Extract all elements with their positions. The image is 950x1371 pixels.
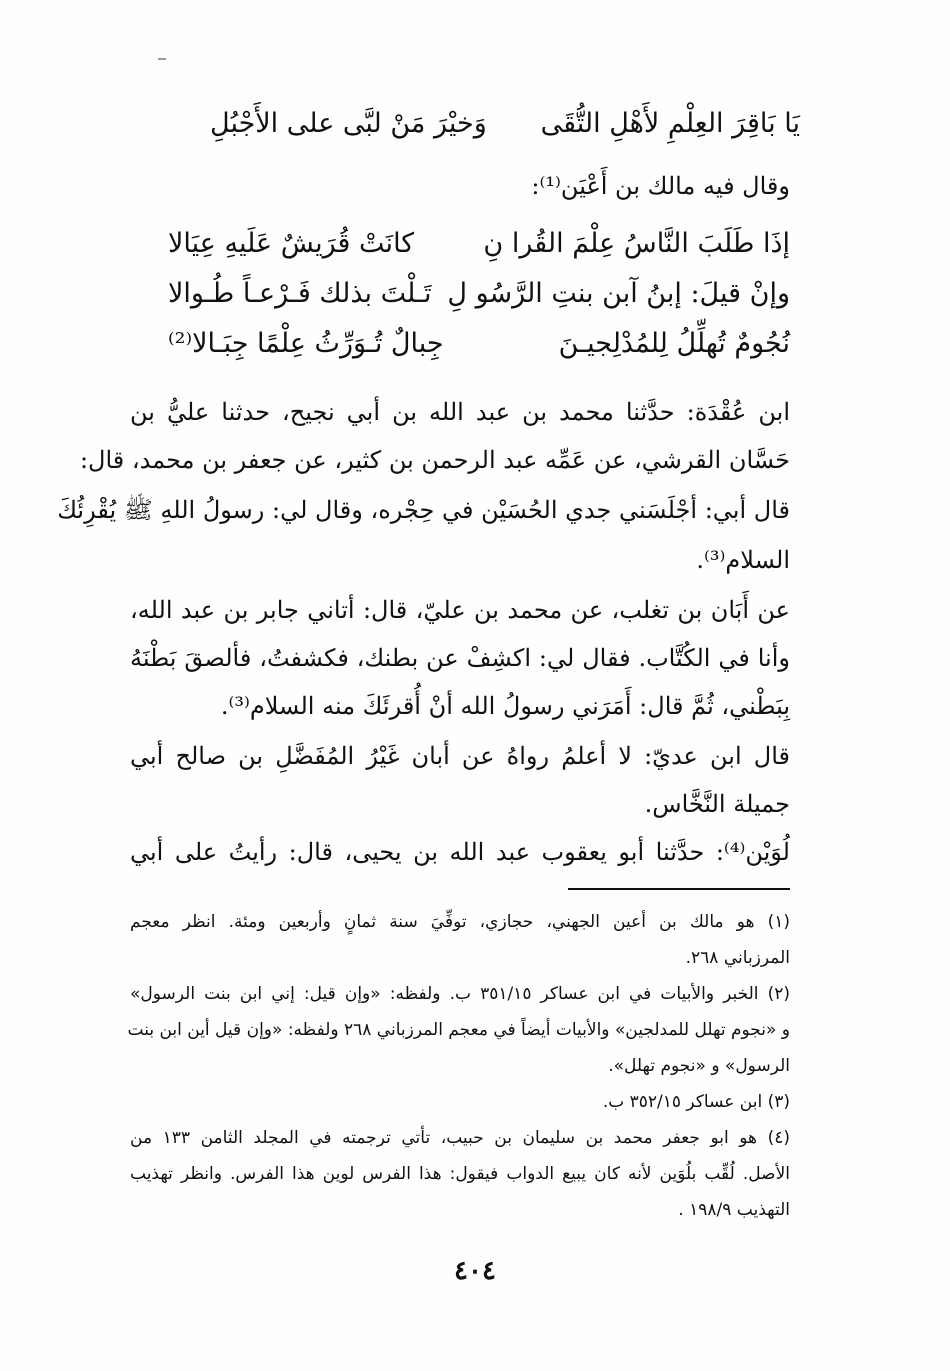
paragraph-1-line-2: حَسَّان القرشي، عن عَمِّه عبد الرحمن بن كثير، عن جعفر بن محمد، قال: — [79, 446, 790, 474]
verse-line-2 — [150, 268, 800, 320]
footnote-4-line-3: التهذيب ١٩٨/٩ . — [678, 1200, 790, 1220]
verse-hemistich-first: وإنْ قيلَ: إبنُ آبن بنتِ الرَّسُو لِ — [447, 278, 790, 309]
verse-hemistich-second: جِبالٌ تُـوَرِّثُ عِلْمًا جِبَـالا⁽²⁾ — [168, 328, 444, 359]
scan-mark — [158, 58, 166, 60]
paragraph-2-line-3: بِبَطْني، ثُمَّ قال: أَمَرَني رسولُ الله أنْ أُقرئَكَ منه السلام⁽³⁾. — [220, 692, 790, 720]
footnote-1-line-2: المرزباني ٢٦٨. — [685, 948, 790, 968]
verse-hemistich-first: نُجُومٌ تُهلِّلُ لِلمُدْلِجيـنَ — [558, 328, 790, 359]
footnote-2-line-1: (٢) الخبر والأبيات في ابن عساكر ٣٥١/١٥ ب. ولفظه: «وإن قيل: إني ابن بنت الرسول» — [130, 984, 790, 1004]
verse-hemistich-second: كانَتْ قُرَيشٌ عَلَيهِ عِيَالا — [168, 228, 415, 259]
footnote-3-line-1: (٣) ابن عساكر ٣٥٢/١٥ ب. — [602, 1092, 790, 1112]
paragraph-4-line-1: لُوَيْن⁽⁴⁾: حدَّثنا أبو يعقوب عبد الله بن يحيى، قال: رأيتُ على أبي — [130, 838, 790, 866]
paragraph-2-line-2: وأنا في الكُتَّاب. فقال لي: اكشِفْ عن بطنك، فكشفتُ، فألصقَ بَطْنَهُ — [130, 644, 790, 672]
footnote-1-line-1: (١) هو مالك بن أعين الجهني، حجازي، توفِّيَ سنة ثمانٍ وأربعين ومئة. انظر معجم — [130, 912, 790, 932]
paragraph-2-line-1: عن أَبَان بن تغلب، عن محمد بن عليّ، قال: أتاني جابر بن عبد الله، — [130, 596, 790, 624]
paragraph-1-line-4: السلام⁽³⁾. — [696, 546, 790, 574]
verse-hemistich-first: يَا بَاقِرَ العِلْمِ لأَهْلِ التُّقَى — [540, 108, 800, 139]
verse-hemistich-second: تَـلْتَ بذلك فَـرْعـاً طُـوالا — [168, 278, 432, 309]
paragraph-3-line-1: قال ابن عديّ: لا أعلمُ رواهُ عن أبان غَيْرُ المُفَضَّلِ بن صالح أبي — [130, 742, 790, 770]
footnote-2-line-2: و «نجوم تهلل للمدلجين» والأبيات أيضاً في معجم المرزباني ٢٦٨ ولفظه: «وإن قيل أين ابن بنت — [127, 1020, 790, 1040]
footnote-2-line-3: الرسول» و «نجوم تهلل». — [608, 1056, 790, 1076]
verse-hemistich-first: إذَا طَلَبَ النَّاسُ عِلْمَ القُرا نِ — [483, 228, 790, 259]
poem-intro: وقال فيه مالك بن أَعْيَن⁽¹⁾: — [531, 172, 790, 200]
verse-praise — [150, 98, 800, 150]
footnote-4-line-1: (٤) هو ابو جعفر محمد بن سليمان بن حبيب، تأتي ترجمته في المجلد الثامن ١٣٣ من — [130, 1128, 790, 1148]
footnote-4-line-2: الأصل. لُقِّب بلُوَين لأنه كان يبيع الدواب فيقول: هذا الفرس لوين هذا الفرس. وانظر تهذيب — [130, 1164, 790, 1184]
paragraph-1-line-1: ابن عُقْدَة: حدَّثنا محمد بن عبد الله بن أبي نجيح، حدثنا عليُّ بن — [130, 398, 790, 426]
paragraph-3-line-2: جميلة النَّخَّاس. — [644, 790, 790, 818]
verse-hemistich-second: وَخيْرَ مَنْ لبَّى على الأَجْبُلِ — [210, 108, 487, 139]
paragraph-1-line-3: قال أبي: أجْلَسَني جدي الحُسَيْن في حِجْره، وقال لي: رسولُ اللهِ ﷺ يُقْرِئُكَ — [57, 496, 790, 524]
verse-line-1 — [150, 218, 800, 270]
verse-line-3 — [150, 318, 800, 370]
page-number: ٤٠٤ — [454, 1256, 496, 1286]
footnote-separator — [568, 888, 790, 890]
